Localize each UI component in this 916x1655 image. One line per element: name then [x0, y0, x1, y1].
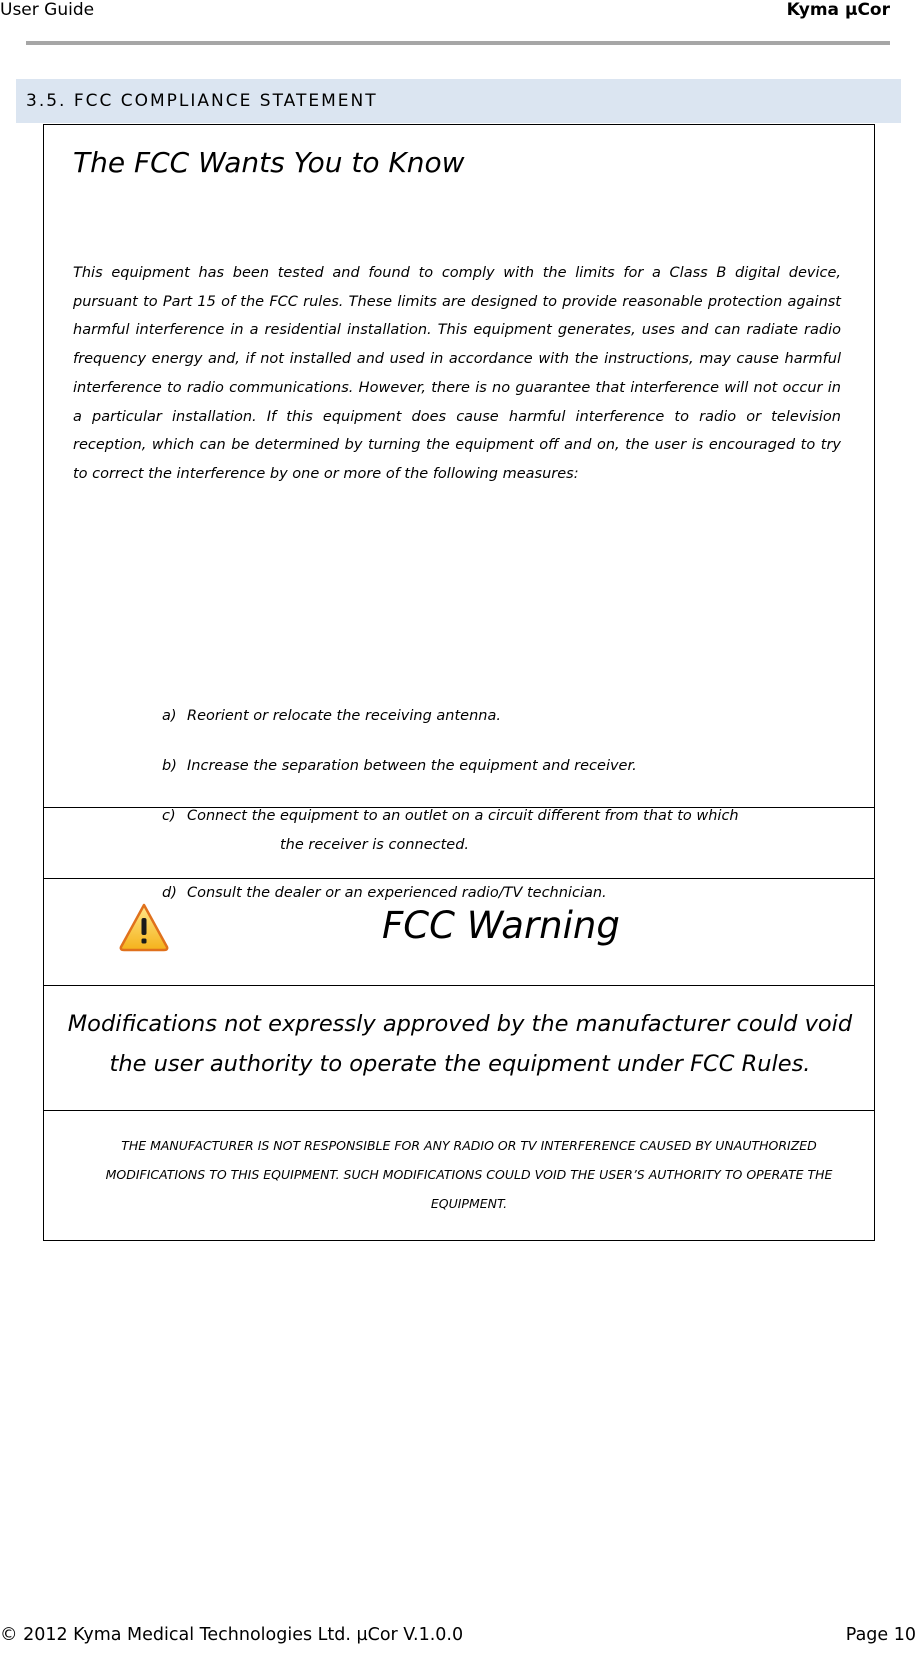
measure-marker: a) [162, 708, 177, 724]
fcc-notice-box [43, 124, 875, 901]
fcc-notice-title: The FCC Wants You to Know [73, 146, 465, 179]
measure-marker: d) [162, 885, 177, 901]
measure-text: Connect the equipment to an outlet on a circuit different from that to which [187, 808, 739, 824]
measure-item [162, 752, 848, 781]
measure-text: Increase the separation between the equipment and receiver. [187, 758, 637, 774]
fcc-warning-header-box [43, 878, 875, 986]
header-product-name: Kyma µCor [786, 0, 890, 20]
measure-item [162, 702, 848, 731]
header-document-title: User Guide [0, 0, 95, 20]
modifications-statement: Modifications not expressly approved by the manufacturer could void the user authority to operate the equipment under FCC Rules. [67, 1011, 853, 1077]
manufacturer-disclaimer: THE MANUFACTURER IS NOT RESPONSIBLE FOR ANY RADIO OR TV INTERFERENCE CAUSED BY UNAUTHORIZED MODIFICATIONS TO THIS EQUIPMENT. SUCH MODIFICATIONS COULD VOID THE USER’S AUTHORITY TO OPERATE THE EQUIPMENT. [105, 1138, 833, 1211]
footer-page-number: Page 10 [845, 1625, 916, 1645]
fcc-warning-title: FCC Warning [382, 904, 620, 947]
measure-text-continuation: the receiver is connected. [280, 837, 470, 853]
fcc-notice-paragraph: This equipment has been tested and found to comply with the limits for a Class B digital device, pursuant to Part 15 of the FCC rules. These limits are designed to provide reasonable protection against harmful interference in a residential installation. This equipment generates, uses and can radiate radio frequency energy and, if not installed and used in accordance with the instructions, may cause harmful interference to radio communications. However, there is no guarantee that interference will not occur in a particular installation. If this equipment does cause harmful interference to radio or television reception, which can be determined by turning the equipment off and on, the user is encouraged to try to correct the interference by one or more of the following measures: [73, 265, 841, 482]
measure-marker: c) [162, 808, 176, 824]
measure-text: Consult the dealer or an experienced radio/TV technician. [187, 885, 607, 901]
header-divider [26, 41, 890, 45]
warning-triangle-icon [118, 901, 170, 953]
footer-copyright: © 2012 Kyma Medical Technologies Ltd. µCor V.1.0.0 [0, 1625, 464, 1645]
section-heading: 3.5. FCC COMPLIANCE STATEMENT [16, 79, 901, 123]
page-header [0, 0, 916, 40]
page-footer [0, 1622, 916, 1652]
blank-table-row [43, 807, 875, 879]
disclaimer-box [43, 1110, 875, 1241]
warning-triangle-graphic [118, 901, 170, 953]
modifications-box [43, 985, 875, 1111]
measure-text: Reorient or relocate the receiving antenna. [187, 708, 501, 724]
measure-marker: b) [162, 758, 177, 774]
